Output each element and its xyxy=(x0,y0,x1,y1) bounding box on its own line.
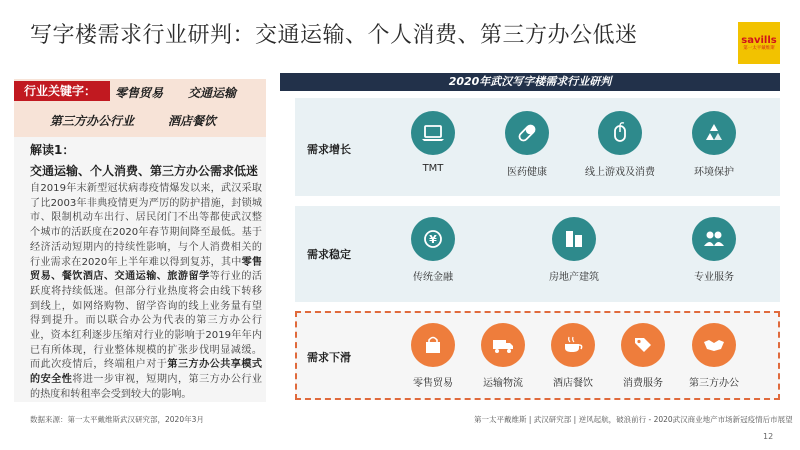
money-icon xyxy=(411,217,455,261)
band-label-decline: 需求下滑 xyxy=(307,351,351,364)
coffee-cup-icon xyxy=(551,323,595,367)
label-professional: 专业服务 xyxy=(694,272,734,283)
svg-text:¥: ¥ xyxy=(429,233,437,246)
para-text-3: 将进一步审视，短期内，第三方办公行业的热度和转租率会受到较大的影响。 xyxy=(30,374,263,400)
logo-tagline: 第一太平戴维斯 xyxy=(743,45,775,51)
keyword-hotel-dining: 酒店餐饮 xyxy=(168,114,217,128)
label-environment: 环境保护 xyxy=(694,167,734,178)
label-logistics: 运输物流 xyxy=(483,378,523,389)
label-hotel: 酒店餐饮 xyxy=(553,378,593,389)
para-text-2: 等行业的活跃度将持续低迷。但部分行业热度将会由线下转移到线上，如网络购物、留学咨询的线上业务量有望得到提升。而以联合办公为代表的第三方办公行业，资本红利逐步压缩对行业的影响于2019年年内已有所体现，行业整体规模的扩张步伐明显减缓。而此次疫情后，终端租户对于 xyxy=(30,271,263,371)
interpretation-subtitle: 交通运输、个人消费、第三方办公需求低迷 xyxy=(30,164,259,178)
right-panel-header: 2020年武汉写字楼需求行业研判 xyxy=(280,73,780,91)
band-label-stable: 需求稳定 xyxy=(307,248,351,261)
mouse-icon xyxy=(598,111,642,155)
footer-caption: 第一太平戴维斯 | 武汉研究部 | 逆风起航，破浪前行 - 2020武汉商业地产市场新冠疫情后市展望 xyxy=(474,415,793,424)
interpretation-paragraph xyxy=(30,182,262,403)
people-icon xyxy=(692,217,736,261)
label-real-estate: 房地产建筑 xyxy=(549,272,599,283)
shopping-bag-icon xyxy=(411,323,455,367)
keyword-retail: 零售贸易 xyxy=(115,86,164,100)
label-pharma: 医药健康 xyxy=(507,167,547,178)
label-retail: 零售贸易 xyxy=(413,378,453,389)
pill-icon xyxy=(505,111,549,155)
page-number: 12 xyxy=(763,432,774,441)
recycle-icon xyxy=(692,111,736,155)
para-text-1: 自2019年末新型冠状病毒疫情爆发以来，武汉采取了比2003年非典疫情更为严厉的防护措施，封锁城市、限制机动车出行、居民闭门不出等都使武汉整个城市的活跃度在2020年春节期间降至最低。基于经济活动短期内的持续性影响，与个人消费相关的行业需求在2020年上半年难以得到复苏，其中 xyxy=(30,183,262,268)
truck-icon xyxy=(481,323,525,367)
savills-logo xyxy=(738,22,780,64)
laptop-icon xyxy=(411,111,455,155)
building-icon xyxy=(552,217,596,261)
para-bold-1: 零售贸易、餐饮酒店、交通运输、旅游留学 xyxy=(30,256,263,283)
keyword-label: 行业关键字： xyxy=(14,81,110,101)
tag-icon xyxy=(621,323,665,367)
page-title: 写字楼需求行业研判：交通运输、个人消费、第三方办公低迷 xyxy=(30,23,638,48)
label-tmt: TMT xyxy=(422,163,444,174)
data-source: 数据来源：第一太平戴维斯武汉研究部，2020年3月 xyxy=(30,415,204,424)
keyword-transport: 交通运输 xyxy=(188,86,237,100)
label-third-party-office: 第三方办公 xyxy=(689,378,739,389)
label-finance: 传统金融 xyxy=(413,272,453,283)
label-online-games: 线上游戏及消费 xyxy=(585,167,655,178)
band-label-growth: 需求增长 xyxy=(307,143,351,156)
interpretation-title: 解读1： xyxy=(30,143,75,157)
logo-text: savills xyxy=(741,34,777,46)
handshake-icon xyxy=(692,323,736,367)
keyword-third-party-office: 第三方办公行业 xyxy=(50,114,135,128)
para-bold-2: 第三方办公共享模式的安全性 xyxy=(30,359,263,386)
label-consumer-service: 消费服务 xyxy=(623,378,663,389)
